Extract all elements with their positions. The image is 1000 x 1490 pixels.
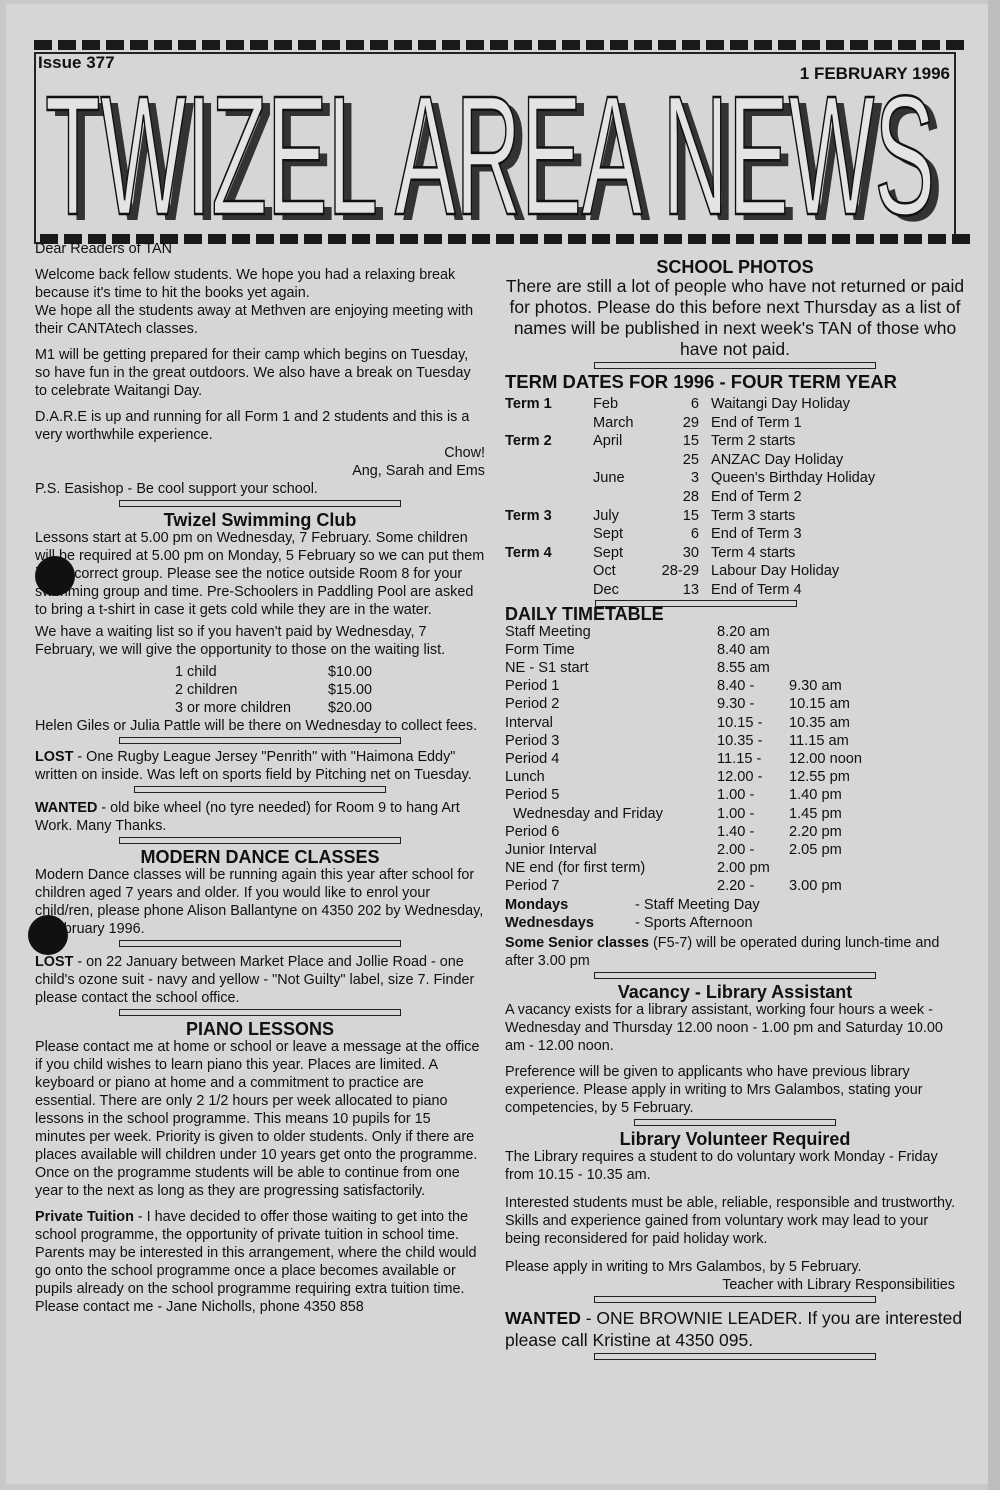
intro-paragraph-1: Welcome back fellow students. We hope you had a relaxing break because it's time to hit the books yet again.	[35, 267, 456, 301]
fee-price: $15.00	[328, 682, 373, 698]
timetable-start: 9.30 -	[717, 696, 755, 713]
note-label: Wednesdays	[505, 914, 594, 931]
divider	[134, 786, 386, 793]
timetable-row	[505, 732, 965, 750]
term-event: End of Term 1	[711, 414, 802, 431]
timetable-start: 10.15 -	[717, 714, 763, 731]
dance-heading: MODERN DANCE CLASSES	[140, 847, 380, 867]
brownie-notice	[505, 1307, 965, 1351]
term-row	[505, 395, 875, 414]
term-day: 28	[682, 488, 699, 505]
timetable-start: 1.40 -	[717, 823, 755, 840]
intro-paragraph-2: We hope all the students away at Methven are enjoying meeting with their CANTAtech classes.	[35, 303, 474, 337]
timetable-start: 8.40 am	[717, 641, 770, 658]
divider	[119, 500, 401, 507]
term-day: 28-29	[661, 563, 699, 580]
volunteer-paragraph-1: The Library requires a student to do voluntary work Monday - Friday from 10.15 - 10.35 am.	[505, 1148, 938, 1183]
term-name	[505, 525, 593, 544]
signers: Ang, Sarah and Ems	[352, 463, 485, 479]
term-row	[505, 525, 875, 544]
term-day: 6	[690, 526, 699, 543]
term-row	[505, 581, 875, 600]
photos-heading: SCHOOL PHOTOS	[656, 257, 814, 277]
term-day: 29	[682, 414, 699, 431]
timetable-end: 1.45 pm	[789, 805, 842, 822]
timetable-label: Junior Interval	[505, 841, 597, 858]
divider	[594, 362, 876, 369]
greeting: Dear Readers of TAN	[35, 241, 173, 257]
term-month: Oct	[593, 563, 616, 580]
timetable-label: Period 5	[505, 787, 560, 804]
piano-heading: PIANO LESSONS	[185, 1019, 335, 1039]
term-month: June	[593, 470, 625, 487]
postscript: P.S. Easishop - Be cool support your school.	[35, 481, 318, 497]
timetable-row	[505, 641, 965, 659]
term-day: 30	[682, 544, 699, 561]
timetable-label: Staff Meeting	[505, 623, 591, 640]
term-month: March	[593, 414, 634, 431]
fee-label: 3 or more children	[175, 700, 291, 716]
term-event: Waitangi Day Holiday	[711, 396, 850, 412]
timetable-start: 1.00 -	[717, 805, 755, 822]
vacancy-paragraph-1: A vacancy exists for a library assistant, working four hours a week - Wednesday and Thursday 12.00 noon - 1.00 pm and Saturday 10.00 am - 12.00 noon.	[505, 1001, 943, 1054]
term-month	[593, 488, 655, 507]
volunteer-signer: Teacher with Library Responsibilities	[722, 1276, 955, 1293]
masthead-title	[40, 82, 950, 232]
term-name	[505, 581, 593, 600]
timetable-start: 2.20 -	[717, 878, 755, 895]
divider	[594, 972, 876, 979]
term-event: Term 3 starts	[711, 507, 796, 524]
term-day: 15	[682, 433, 699, 450]
timetable-end: 10.35 am	[789, 714, 850, 731]
wanted-label: WANTED	[35, 800, 98, 816]
timetable-heading: DAILY TIMETABLE	[505, 603, 664, 624]
timetable-row	[505, 823, 965, 841]
term-name	[505, 562, 593, 581]
timetable-row	[505, 750, 965, 768]
term-event: Queen's Birthday Holiday	[711, 470, 876, 487]
masthead-title-shadow: TWIZEL AREA NEWS	[53, 82, 943, 232]
brownie-text: - ONE BROWNIE LEADER. If you are interested please call Kristine at 4350 095.	[505, 1307, 963, 1350]
timetable-label: Period 7	[505, 878, 560, 895]
term-row	[505, 469, 875, 488]
timetable-note	[505, 896, 965, 914]
timetable-end: 12.55 pm	[789, 769, 850, 786]
term-event: End of Term 4	[711, 581, 802, 598]
term-event: Labour Day Holiday	[711, 563, 840, 580]
term-row	[505, 414, 875, 433]
term-row	[505, 562, 875, 581]
page-edge	[988, 0, 1000, 1490]
vacancy-heading: Vacancy - Library Assistant	[617, 981, 853, 1002]
timetable-start: 12.00 -	[717, 769, 763, 786]
timetable-row	[505, 677, 965, 695]
timetable-start: 11.15 -	[717, 750, 762, 767]
fee-label: 2 children	[175, 682, 238, 698]
timetable-start: 8.20 am	[717, 623, 770, 640]
timetable-label: Period 2	[505, 696, 560, 713]
timetable-row	[505, 695, 965, 713]
volunteer-paragraph-2: Interested students must be able, reliable, responsible and trustworthy. Skills and experience gained from voluntary work may lead to your being reconsidered for paid holiday work.	[505, 1194, 956, 1247]
timetable-start: 10.35 -	[717, 732, 763, 749]
intro-paragraph-4: D.A.R.E is up and running for all Form 1 and 2 students and this is a very worthwhile experience.	[35, 409, 470, 443]
term-event: End of Term 3	[711, 526, 802, 543]
term-row	[505, 507, 875, 526]
swimming-paragraph-1: Lessons start at 5.00 pm on Wednesday, 7 February. Some children will be required at 5.00 pm on Monday, 5 February so we can put them in the correct group. Please see the notice outside Room 8 for your swimming group and time. Pre-Schoolers in Paddling Pool are asked to bring a t-shirt in case it gets cold while they are in the water.	[35, 530, 485, 618]
term-month: Sept	[593, 544, 624, 561]
term-dates-table	[505, 395, 875, 600]
term-name: Term 1	[505, 396, 552, 412]
timetable-row	[505, 805, 965, 823]
term-name	[505, 469, 593, 488]
lost-notice-1	[35, 748, 485, 784]
term-day: 25	[682, 451, 699, 468]
intro-paragraph-3: M1 will be getting prepared for their camp which begins on Tuesday, so have fun in the great outdoors. We also have a break on Tuesday to celebrate Waitangi Day.	[35, 347, 471, 399]
swimming-paragraph-3: Helen Giles or Julia Pattle will be there on Wednesday to collect fees.	[35, 718, 478, 734]
term-event: ANZAC Day Holiday	[711, 451, 844, 468]
lost-label: LOST	[35, 954, 74, 970]
note-text: - Sports Afternoon	[635, 914, 753, 931]
divider	[119, 940, 401, 947]
timetable-label: NE - S1 start	[505, 659, 589, 676]
term-month: Dec	[593, 581, 619, 598]
volunteer-paragraph-3: Please apply in writing to Mrs Galambos, by 5 February.	[505, 1258, 862, 1275]
volunteer-heading: Library Volunteer Required	[619, 1128, 851, 1149]
divider	[594, 1353, 876, 1360]
term-day: 15	[682, 507, 699, 524]
fee-price: $10.00	[328, 664, 373, 680]
timetable-start: 8.55 am	[717, 659, 770, 676]
term-day: 13	[682, 581, 699, 598]
lost-text: - on 22 January between Market Place and Jollie Road - one child's ozone suit - navy and yellow - "Not Guilty" label, size 7. Finder please contact the school office.	[35, 954, 475, 1006]
brownie-label: WANTED	[505, 1307, 581, 1328]
timetable-list	[505, 623, 965, 896]
timetable-row	[505, 841, 965, 859]
term-event: End of Term 2	[711, 488, 802, 505]
timetable-row	[505, 659, 965, 677]
term-name	[505, 414, 593, 433]
timetable-row	[505, 877, 965, 895]
fee-row	[175, 699, 485, 717]
left-column	[35, 240, 485, 1324]
timetable-end: 11.15 am	[789, 732, 849, 749]
term-name: Term 2	[505, 433, 552, 450]
term-month: Sept	[593, 526, 624, 543]
private-tuition-paragraph	[35, 1208, 485, 1316]
timetable-label: Form Time	[505, 641, 575, 658]
swimming-heading: Twizel Swimming Club	[163, 510, 357, 530]
divider	[119, 837, 401, 844]
senior-classes-note	[505, 934, 965, 970]
timetable-note	[505, 914, 965, 932]
timetable-label: Lunch	[505, 769, 545, 786]
timetable-end: 1.40 pm	[789, 787, 842, 804]
term-dates-heading: TERM DATES FOR 1996 - FOUR TERM YEAR	[505, 371, 897, 392]
term-day: 3	[690, 470, 699, 487]
timetable-label: Wednesday and Friday	[505, 805, 663, 822]
fee-price: $20.00	[328, 700, 373, 716]
timetable-row	[505, 768, 965, 786]
timetable-end: 12.00 noon	[789, 750, 863, 767]
timetable-row	[505, 859, 965, 877]
divider	[119, 737, 401, 744]
divider	[119, 1009, 401, 1016]
term-name	[505, 488, 593, 507]
senior-label: Some Senior classes	[505, 934, 649, 951]
note-label: Mondays	[505, 896, 569, 913]
divider	[594, 1296, 876, 1303]
timetable-start: 2.00 -	[717, 841, 755, 858]
photos-paragraph: There are still a lot of people who have not returned or paid for photos. Please do this before next Thursday as a list of names will be published in next week's TAN of those who have not paid.	[505, 276, 965, 359]
fee-label: 1 child	[175, 664, 217, 680]
term-day: 6	[690, 396, 699, 412]
masthead-top-border	[34, 40, 964, 50]
divider	[634, 1119, 836, 1126]
term-month: April	[593, 433, 623, 450]
note-text: - Staff Meeting Day	[635, 896, 760, 913]
private-tuition-label: Private Tuition	[35, 1209, 134, 1225]
term-event: Term 2 starts	[711, 433, 796, 450]
fee-row	[175, 681, 485, 699]
wanted-text: - old bike wheel (no tyre needed) for Room 9 to hang Art Work. Many Thanks.	[35, 800, 460, 834]
term-name: Term 4	[505, 544, 552, 561]
lost-text: - One Rugby League Jersey "Penrith" with "Haimona Eddy" written on inside. Was left on sports field by Pitching net on Tuesday.	[35, 749, 472, 783]
timetable-row	[505, 714, 965, 732]
swimming-paragraph-2: We have a waiting list so if you haven't paid by Wednesday, 7 February, we will give the opportunity to those on the waiting list.	[35, 624, 446, 658]
timetable-start: 8.40 -	[717, 678, 755, 695]
term-month	[593, 451, 655, 470]
timetable-end: 2.05 pm	[789, 841, 842, 858]
term-row	[505, 451, 875, 470]
timetable-label: Interval	[505, 714, 553, 731]
timetable-end: 3.00 pm	[789, 878, 842, 895]
term-month: Feb	[593, 396, 619, 412]
timetable-label: Period 6	[505, 823, 560, 840]
issue-date: 1 FEBRUARY 1996	[799, 64, 950, 83]
term-name: Term 3	[505, 507, 552, 524]
timetable-label: NE end (for first term)	[505, 860, 646, 877]
lost-label: LOST	[35, 749, 74, 765]
masthead-title-text: TWIZEL AREA NEWS	[45, 82, 935, 232]
dance-paragraph: Modern Dance classes will be running again this year after school for children aged 7 years and older. If you would like to enrol your child/ren, please phone Alison Ballantyne on 4350 202 by Wednesday, 7 February 1996.	[35, 867, 484, 937]
signoff: Chow!	[444, 445, 485, 461]
term-name	[505, 451, 593, 470]
timetable-label: Period 3	[505, 732, 560, 749]
timetable-row	[505, 786, 965, 804]
term-row	[505, 432, 875, 451]
timetable-label: Period 1	[505, 678, 560, 695]
vacancy-paragraph-2: Preference will be given to applicants who have previous library experience. Please apply in writing to Mrs Galambos, stating your competencies, by 5 February.	[505, 1063, 923, 1116]
issue-number: Issue 377	[38, 53, 115, 72]
timetable-start: 2.00 pm	[717, 860, 770, 877]
term-row	[505, 488, 875, 507]
term-month: July	[593, 507, 619, 524]
fee-row	[175, 663, 485, 681]
term-row	[505, 544, 875, 563]
wanted-notice-1	[35, 799, 485, 835]
senior-text: (F5-7) will be operated during lunch-time and after 3.00 pm	[505, 934, 940, 969]
timetable-label: Period 4	[505, 750, 560, 767]
timetable-end: 2.20 pm	[789, 823, 842, 840]
timetable-end: 9.30 am	[789, 678, 842, 695]
timetable-row	[505, 623, 965, 641]
timetable-start: 1.00 -	[717, 787, 755, 804]
timetable-end: 10.15 am	[789, 696, 850, 713]
piano-paragraph: Please contact me at home or school or leave a message at the office if you child wishes to learn piano this year. Places are limited. A keyboard or piano at home and a commitment to practice are essential. There are only 2 1/2 hours per week allocated to piano lessons in the school programme. This means 10 pupils for 15 minutes per week. Priority is given to older students. Only if there are places available will children under 10 years get onto the programme. Once on the programme students will be able to continue from one year to the next as long as they are progressing satisfactorily.	[35, 1039, 480, 1199]
right-column	[505, 258, 965, 1364]
lost-notice-2	[35, 953, 485, 1007]
term-event: Term 4 starts	[711, 544, 796, 561]
private-tuition-text: - I have decided to offer those waiting to get into the school programme, the opportunity of private tuition in school time. Parents may be interested in this arrangement, where the child would go onto the school programme once a place becomes available or pupils already on the school programme requiring extra tuition time. Please contact me - Jane Nicholls, phone 4350 858	[35, 1209, 477, 1315]
